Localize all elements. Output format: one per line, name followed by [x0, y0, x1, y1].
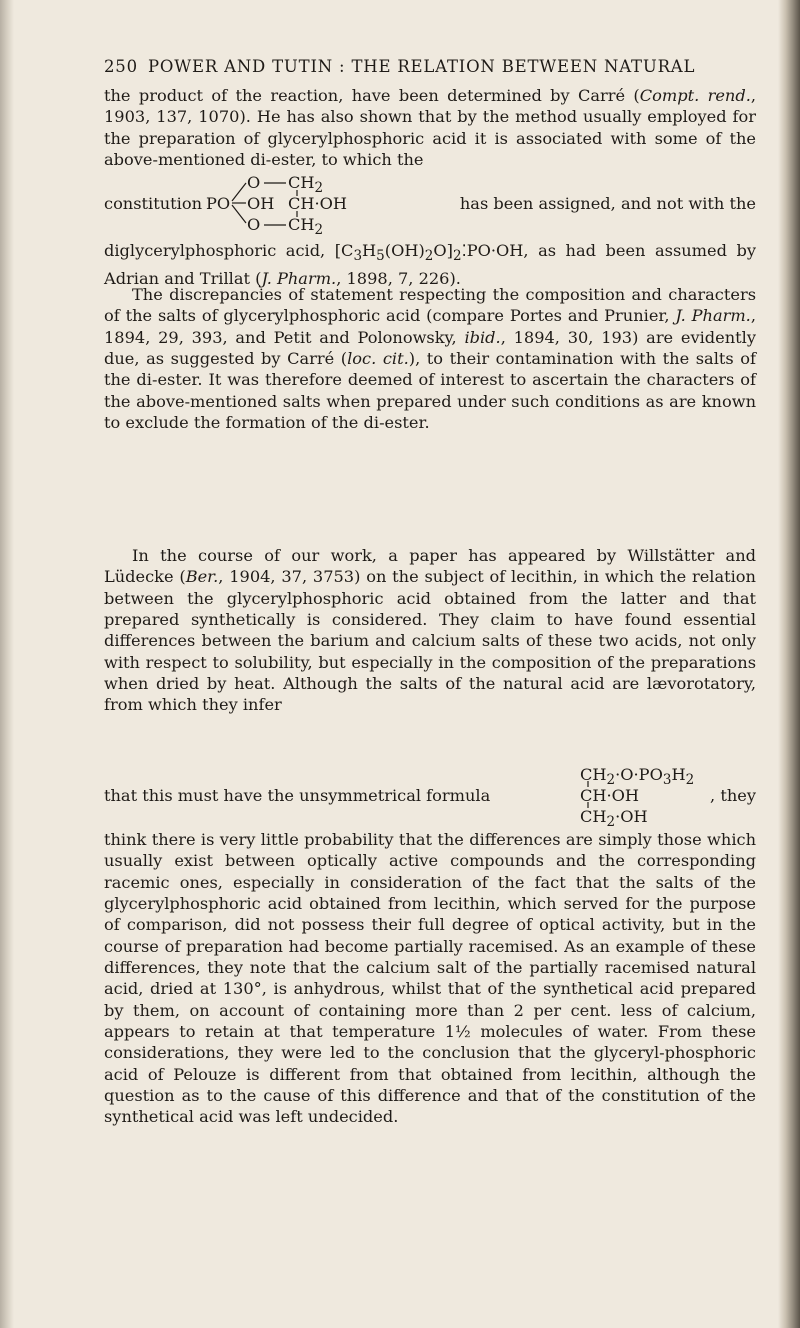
formula2-row2: CH·OH [580, 786, 640, 805]
page-binding-shadow-right [778, 0, 800, 1328]
running-header [104, 56, 756, 84]
formula-unsymmetrical [104, 758, 756, 830]
formula1-ch-oh: CH·OH [288, 194, 348, 213]
p3-ref-j-pharm: J. Pharm. [675, 306, 751, 326]
p2-text-c: , 1898, 7, 226). [336, 268, 461, 288]
p3-ref-loc-cit: loc. cit. [347, 349, 409, 369]
p3-ref-ibid: ibid. [464, 327, 501, 347]
formula2-label-before: that this must have the unsymmetrical formula [104, 786, 491, 805]
paragraph-5: think there is very little probability that the differences are simply those which usually exist between optically active compounds and the corresponding racemic ones, especially in consideration of the fact that the salts of the glycerylphosphoric acid obtained from lecithin, which served for the purpose of comparison, did not possess their full degree of optical activity, but in the course of preparation had become partially racemised. As an example of these differences, they note that the calcium salt of the partially racemised natural acid, dried at 130°, is anhydrous, whilst that of the synthetical acid prepared by them, on account of containing more than 2 per cent. less of calcium, appears to retain at that temperature 1½ molecules of water. From these considerations, they were led to the conclusion that the glyceryl-phosphoric acid of Pelouze is different from that obtained from lecithin, although the question as to the cause of this difference and that of the constitution of the synthetical acid was left undecided. [104, 830, 756, 1127]
p1-ref-compt-rend: Compt. rend. [639, 86, 751, 105]
p2-ref-j-pharm: J. Pharm. [261, 268, 337, 288]
paragraph-2: diglycerylphosphoric acid, $[C_3H_5(OH)_2O]_2⁚PO\cdot OH$, as had been assumed by Adrian and Trillat (J. Pharm., 1898, 7, 226). [104, 241, 756, 288]
running-title: POWER AND TUTIN : THE RELATION BETWEEN NATURAL [148, 57, 696, 76]
formula1-o-top: O [247, 173, 261, 192]
formula1-label-after: has been assigned, and not with the [459, 194, 756, 213]
p1-text-b: , 1903, 137, 1070). He has also shown that by the method usually employed for the preparation of glycerylphosphoric acid it is associated with some of the above-mentioned di-ester, to which the [104, 86, 756, 170]
formula1-oh: OH [247, 194, 275, 213]
paragraph-4: In the course of our work, a paper has appeared by Willstätter and Lüdecke (Ber., 1904, 37, 3753) on the subject of lecithin, in which the relation between the glycerylphosphoric acid obtained from the latter and that prepared synthetically is considered. They claim to have found essential differences between the barium and calcium salts of these two acids, not only with respect to solubility, but especially in the composition of the preparations when dried by heat. Although the salts of the natural acid are lævorotatory, from which they infer [104, 546, 756, 715]
p2-text-a: diglycerylphosphoric acid, [C [104, 241, 354, 260]
p2-text-b: ⁚PO·OH, as had been assumed by Adrian and Trillat ( [104, 241, 756, 288]
page-binding-shadow-left [0, 0, 14, 1328]
p4-ref-ber: Ber. [185, 567, 219, 587]
formula2-row1: $CH_2\cdot O\cdot PO_3H_2$ [580, 765, 695, 789]
formula1-po: PO [206, 194, 231, 213]
formula-diester-constitution [104, 165, 756, 240]
page-number: 250 [104, 57, 138, 76]
paragraph-1 [104, 85, 756, 170]
formula1-label-before: constitution [104, 194, 203, 213]
p2-text-bracket: ] [446, 241, 453, 260]
paragraph-3: The discrepancies of statement respecting the composition and characters of the salts of glycerylphosphoric acid (compare Portes and Prunier, J. Pharm., 1894, 29, 393, and Petit and Polonowsky, ibid., 1894, 30, 193) are evidently due, as suggested by Carré (loc. cit.), to their contamination with the salts of the di-ester. It was therefore deemed of interest to ascertain the characters of the above-mentioned salts when prepared under such conditions as are known to exclude the formation of the di-ester. [104, 285, 757, 433]
formula2-label-after: , they [710, 786, 756, 805]
p1-text-a: the product of the reaction, have been determined by Carré ( [104, 86, 640, 105]
formula1-o-bottom: O [247, 215, 261, 234]
formula1-ch2-bottom: $CH_2$ [288, 215, 324, 239]
formula2-row3: $CH_2\cdot OH$ [580, 807, 648, 831]
formula1-ch2-top: $CH_2$ [288, 173, 324, 197]
